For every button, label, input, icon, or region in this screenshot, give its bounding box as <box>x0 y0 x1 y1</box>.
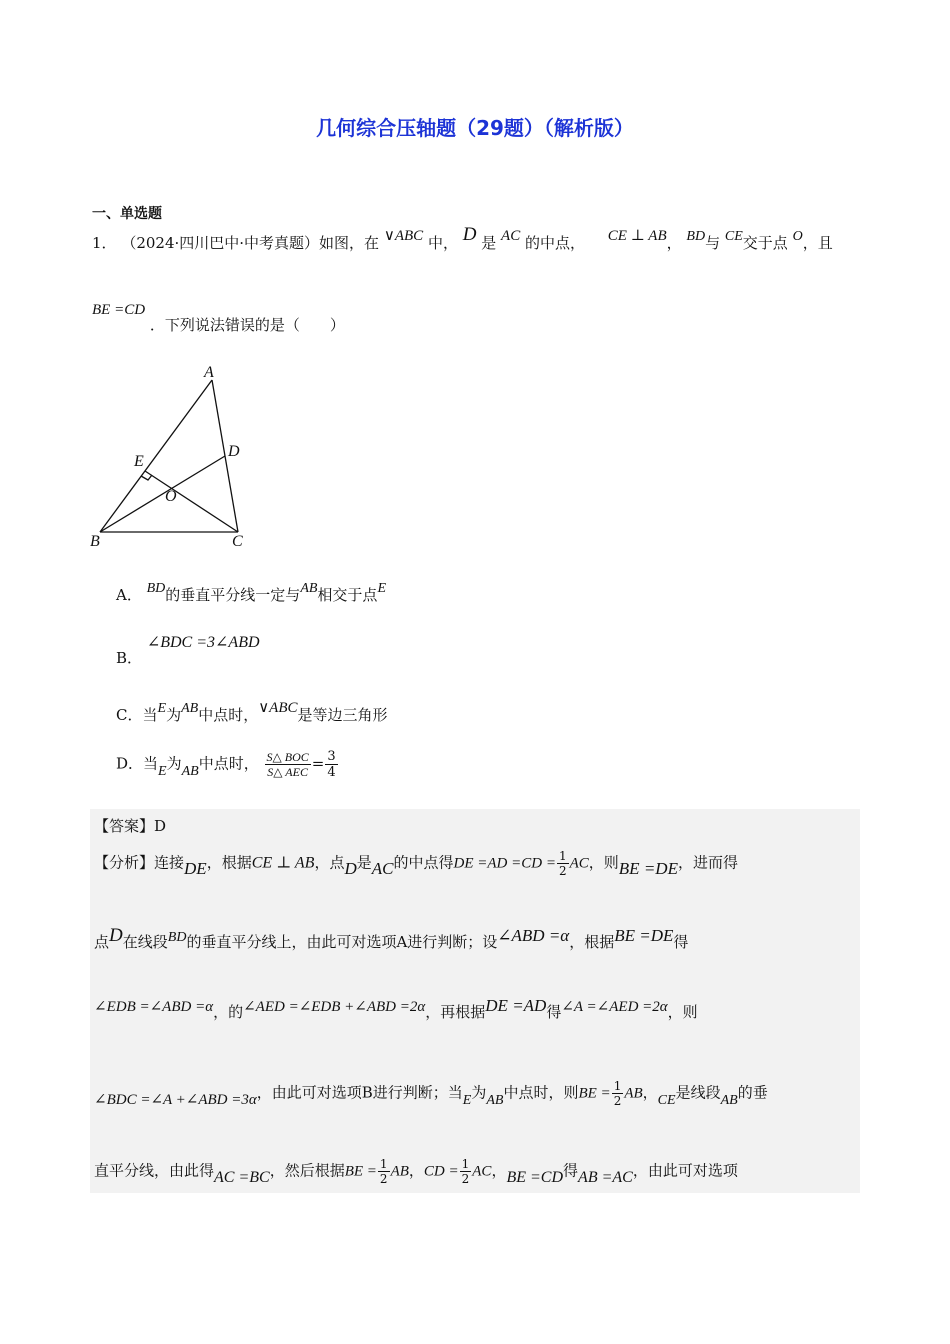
equation-be-cd: BE =CD <box>92 302 146 318</box>
question-line-2: BE =CD ．下列说法错误的是（ ） <box>92 302 345 334</box>
triangle-abc: ∨ABC <box>383 228 424 244</box>
area-ratio: $\frac{\text{S△ BOC}}{\text{S△ AEC}}$ <box>266 750 309 779</box>
analysis-line-5: 直平分线，由此得AC =BC，然后根据BE = $\frac{1}{2}$ AB，CD = $\frac{1}{2}$ AC，BE =CD得AB =AC，由此可对选项 <box>94 1157 738 1186</box>
label-c: C <box>232 533 243 550</box>
label-o: O <box>165 488 177 505</box>
option-c[interactable]: C．当E为AB中点时，∨ABC是等边三角形 <box>116 700 388 724</box>
segment-ac: AC <box>501 228 521 244</box>
right-angle-mark <box>141 475 152 480</box>
analysis-line-2: 点D在线段BD的垂直平分线上，由此可对选项A进行判断；设∠ABD =α，根据BE =DE得 <box>94 925 689 951</box>
label-e: E <box>134 453 144 470</box>
fraction-three-quarters: $\frac{3}{4}$ <box>327 749 336 780</box>
segment-ce: CE <box>724 229 743 244</box>
analysis-line-3: ∠EDB =∠ABD =α，的∠AED =∠EDB +∠ABD =2α，再根据DE =AD得∠A =∠AED =2α，则 <box>94 996 698 1021</box>
question-line-1: 1． （2024·四川巴中·中考真题）如图，在 ∨ABC 中， D 是 AC 的中点， CE ⊥ AB， BD与 CE交于点 O，且 <box>92 224 833 252</box>
option-b[interactable]: B． ∠BDC =3∠ABD <box>116 634 260 667</box>
page-title: 几何综合压轴题（29题）（解析版） <box>316 116 634 140</box>
side-ab <box>100 380 212 532</box>
segment-bd-line <box>100 456 225 532</box>
analysis-line-4: ∠BDC =∠A +∠ABD =3α，由此可对选项B进行判断；当E为AB中点时，则BE = $\frac{1}{2}$ AB，CE是线段AB的垂 <box>94 1079 768 1108</box>
label-b: B <box>90 533 100 550</box>
point-d: D <box>462 224 477 245</box>
section-heading: 一、单选题 <box>92 206 162 222</box>
label-a: A <box>204 364 214 381</box>
point-o: O <box>792 229 803 244</box>
question-source: （2024·四川巴中·中考真题） <box>121 234 320 252</box>
option-d[interactable]: D．当E为AB中点时， $\frac{\text{S△ BOC}}{\text{S△ AEC}}$ = $\frac{3}{4}$ <box>116 749 336 780</box>
segment-ce-line <box>145 471 238 532</box>
answer-label: 【答案】D <box>94 817 167 835</box>
option-a[interactable]: A． BD的垂直平分线一定与AB相交于点E <box>116 581 386 604</box>
question-number: 1． <box>92 234 117 252</box>
analysis-line-1: 【分析】连接DE，根据CE ⊥ AB，点D是AC的中点得DE =AD =CD = $\frac{1}{2}$ AC，则BE =DE，进而得 <box>94 849 738 878</box>
perp-ce-ab: CE ⊥ AB <box>607 228 667 244</box>
triangle-figure <box>86 360 256 555</box>
segment-bd: BD <box>686 229 706 244</box>
label-d: D <box>228 443 240 460</box>
